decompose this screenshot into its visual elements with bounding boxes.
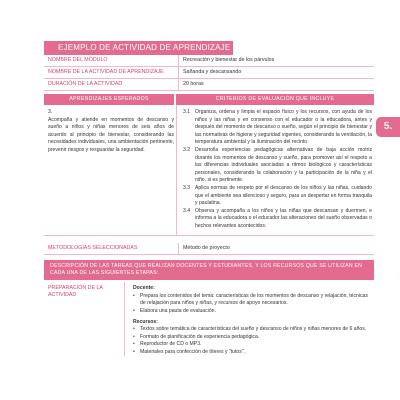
preparacion-content: [125, 282, 374, 356]
aprendizaje-criterios-row: [44, 105, 374, 236]
activity-name-value: Sañanda y descansando: [178, 67, 374, 78]
recurso-item: [133, 341, 370, 348]
bullet-icon: •: [133, 348, 135, 355]
criterio-number: 3.1: [183, 109, 191, 115]
criterio-number: 3.3: [183, 184, 191, 191]
chapter-tab: 5.: [376, 117, 400, 137]
criterio-text: Aplica normas de respeto por el descanso de los niños y las niñas, cuidando que el ambiente sea silencioso y seguro, para un despertar en forma tranquila y paulatina.: [195, 184, 372, 207]
descripcion-header: DESCRIPCIÓN DE LAS TAREAS QUE REALIZAN DOCENTES Y ESTUDIANTES, Y LOS RECURSOS QUE SE UTILIZAN EN CADA UNA DE LAS SIGUIENTES ETAPAS:: [44, 260, 374, 281]
activity-name-label: NOMBRE DE LA ACTIVIDAD DE APRENDIZAJE: [48, 69, 164, 75]
module-label: NOMBRE DEL MÓDULO: [48, 57, 108, 63]
meta-row-duration: [44, 79, 374, 91]
meta-row-activity: [44, 67, 374, 79]
docente-item-text: Elabora una pauta de evaluación.: [140, 307, 216, 314]
recurso-item: [133, 349, 370, 356]
recurso-item: [133, 326, 370, 333]
recurso-item-text: Textos sobre temática de características del sueño y descanso de niños y niñas menores de 6 años.: [140, 326, 367, 333]
docente-item-text: Prepara los contenidos del tema: características de los momentos de descanso y relajación, técnicas de relajación para niños y niñas, y recursos de apoyo necesarios.: [140, 292, 368, 307]
criterio-number: 3.4: [183, 207, 191, 214]
recurso-item-text: Materiales para confección de títeres y "tutos".: [140, 348, 245, 355]
preparacion-label: PREPARACIÓN DE LA ACTIVIDAD: [44, 282, 125, 356]
criterio-text: Observa y acompaña a los niños y las niñas que descansan y duermen, e informa a la educadora o el educador las alteraciones del sueño observadas o hechos relevantes acontecidos.: [195, 207, 372, 229]
criterio-item: [183, 109, 372, 147]
meta-row-module: [44, 55, 374, 67]
criterio-text: Desarrolla experiencias pedagógicas alternativas de baja acción motriz durante los momentos de descanso y sueño, para promover así el respeto a las diferencias individuales asociadas a ritmos biológicos y características personales, considerando la colaboración y la participación de la niña y el niño, si es pertinente.: [195, 146, 372, 184]
bullet-icon: •: [133, 326, 135, 333]
criterio-item: [183, 185, 372, 208]
metodologia-label: METODOLOGÍAS SELECCIONADAS: [48, 244, 138, 251]
aprendizaje-cell: [44, 105, 176, 235]
docente-title: Docente:: [133, 285, 155, 292]
recurso-item-text: Formato de planificación de experiencia pedagógica.: [140, 333, 260, 340]
docente-item: [133, 293, 370, 308]
criterio-text: Organiza, ordena y limpia el espacio físico y los recursos, con ayuda de los niños y las niñas y en consenso con el educador o la educadora, antes y después del momento de descanso o sueño, según el principio de bienestar y las normativas de higiene y seguridad vigentes, considerando la ventilación, la temperatura ambiental y la iluminación del recinto.: [195, 109, 372, 146]
aprendizajes-header: APRENDIZAJES ESPERADOS: [44, 94, 174, 105]
criterio-number: 3.2: [183, 146, 191, 153]
preparacion-row: [44, 282, 374, 356]
metodologia-value: Método de proyecto: [178, 243, 374, 254]
docente-item: [133, 308, 370, 315]
aprendizaje-number: 3.: [48, 109, 53, 115]
criterio-item: [183, 147, 372, 185]
aprendizaje-text: Acompaña y atiende en momentos de descanso y sueño a niños y niñas menores de seis años de acuerdo al principio de bienestar, considerando las necesidades individuales, una ambientación pertinente, prevenir riesgos y resguardar la seguridad.: [48, 116, 174, 153]
columns-header: [44, 94, 374, 105]
bullet-icon: •: [133, 292, 135, 299]
criterio-item: [183, 208, 372, 231]
duration-value: 20 horas: [178, 79, 374, 90]
activity-title: EJEMPLO DE ACTIVIDAD DE APRENDIZAJE: [44, 41, 233, 55]
module-value: Recreación y bienestar de los párvulos: [178, 55, 374, 66]
criterios-header: CRITERIOS DE EVALUACIÓN QUE INCLUYE: [176, 94, 374, 105]
bullet-icon: •: [133, 333, 135, 340]
activity-page: [44, 41, 374, 356]
recursos-title: Recursos:: [133, 318, 158, 325]
recurso-item: [133, 334, 370, 341]
criterios-cell: [176, 105, 374, 235]
bullet-icon: •: [133, 307, 135, 314]
bullet-icon: •: [133, 341, 135, 348]
duration-label: DURACIÓN DE LA ACTIVIDAD: [48, 81, 123, 87]
recurso-item-text: Reproductor de CD o MP3.: [140, 341, 202, 348]
metodologia-row: [44, 243, 374, 255]
